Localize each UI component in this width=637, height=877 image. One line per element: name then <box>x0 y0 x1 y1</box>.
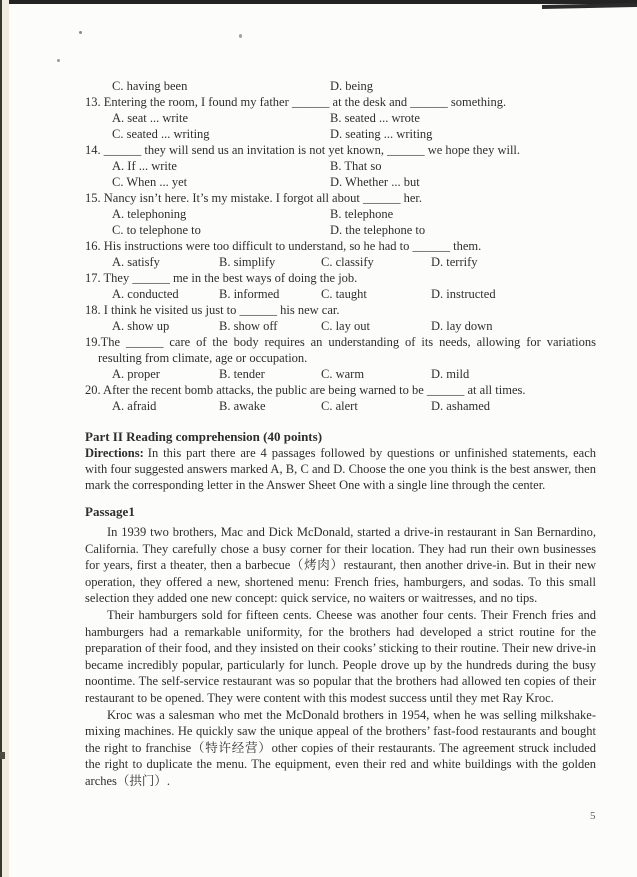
scan-edge-left-paper <box>2 0 9 877</box>
question-18 <box>85 302 596 334</box>
option-c: C. classify <box>321 255 374 269</box>
option-d: D. mild <box>431 367 470 381</box>
option-a: A. conducted <box>112 287 179 301</box>
option-a: A. telephoning <box>112 207 187 221</box>
question-options <box>85 110 596 142</box>
option-d: D. being <box>330 79 374 93</box>
option-a: A. afraid <box>112 399 157 413</box>
option-c: C. to telephone to <box>112 223 201 237</box>
directions <box>85 445 596 493</box>
option-b: B. awake <box>219 399 266 413</box>
option-d: D. terrify <box>431 255 478 269</box>
question-17 <box>85 270 596 302</box>
question-stem: 15. Nancy isn’t here. It’s my mistake. I forgot all about ______ her. <box>85 191 422 205</box>
option-c: C. having been <box>112 79 188 93</box>
scan-speck <box>57 59 60 62</box>
option-d: D. ashamed <box>431 399 491 413</box>
option-d: D. seating ... writing <box>330 127 433 141</box>
option-c: C. alert <box>321 399 358 413</box>
option-b: B. seated ... wrote <box>330 111 420 125</box>
question-19 <box>85 334 596 382</box>
question-stem: 14. ______ they will send us an invitation is not yet known, ______ we hope they will. <box>85 143 521 157</box>
option-b: B. simplify <box>219 255 276 269</box>
question-stem: 16. His instructions were too difficult to understand, so he had to ______ them. <box>85 239 482 253</box>
question-options <box>85 254 596 270</box>
question-14 <box>85 142 596 190</box>
page-number: 5 <box>590 810 596 822</box>
question-stem: 13. Entering the room, I found my father ______ at the desk and ______ something. <box>85 95 507 109</box>
question-options <box>85 206 596 238</box>
option-d: D. Whether ... but <box>330 175 420 189</box>
question-13 <box>85 94 596 142</box>
option-d: D. lay down <box>431 319 493 333</box>
question-stem: 18. I think he visited us just to ______ his new car. <box>85 303 340 317</box>
scan-edge-top-right <box>542 3 637 9</box>
option-c: C. warm <box>321 367 365 381</box>
option-a: A. proper <box>112 367 160 381</box>
passage-body <box>85 524 596 790</box>
part2-heading: Part II Reading comprehension (40 points) <box>85 429 323 444</box>
scan-speck <box>79 31 82 34</box>
question-options <box>85 286 596 302</box>
question-options <box>85 318 596 334</box>
scan-speck <box>239 34 242 38</box>
option-c: C. taught <box>321 287 367 301</box>
question-16 <box>85 238 596 270</box>
option-b: B. informed <box>219 287 280 301</box>
option-b: B. tender <box>219 367 265 381</box>
question-15 <box>85 190 596 238</box>
option-a: A. show up <box>112 319 170 333</box>
option-a: A. If ... write <box>112 159 177 173</box>
option-b: B. telephone <box>330 207 394 221</box>
page-content <box>85 78 596 790</box>
option-c: C. seated ... writing <box>112 127 210 141</box>
passage-paragraph: In 1939 two brothers, Mac and Dick McDonald, started a drive-in restaurant in San Bernardino, California. They carefully chose a busy corner for their location. They had run their own businesses for years, first a theater, then a barbecue（烤肉）restaurant, then another drive-in. But in their new operation, they offered a new, shortened menu: French fries, hamburgers, and sodas. To this small selection they added one new concept: quick service, no waiters or waitresses, and no tips. <box>85 525 596 606</box>
passage-paragraph: Their hamburgers sold for fifteen cents. Cheese was another four cents. Their French fries and hamburgers had a remarkable uniformity, for the brothers had developed a strict routine for the preparation of their food, and they insisted on their cooks’ sticking to their routine. Their new drive-in became incredibly popular, particularly for lunch. People drove up by the hundreds during the busy noontime. The self-service restaurant was so popular that the brothers had allowed ten copies of their restaurant to be opened. They were content with this modest success until they met Ray Kroc. <box>85 607 596 705</box>
question-stem: 17. They ______ me in the best ways of doing the job. <box>85 271 358 285</box>
option-d: D. the telephone to <box>330 223 426 237</box>
question-options <box>85 158 596 190</box>
option-a: A. satisfy <box>112 255 160 269</box>
option-c: C. lay out <box>321 319 370 333</box>
scan-edge-top <box>0 0 637 4</box>
passage-title: Passage1 <box>85 504 135 519</box>
question-20 <box>85 382 596 414</box>
question-stem: 19.The ______ care of the body requires an understanding of its needs, allowing for variations resulting from climate, age or occupation. <box>85 335 596 365</box>
passage-paragraph: Kroc was a salesman who met the McDonald brothers in 1954, when he was selling milkshake-mixing machines. He quickly saw the unique appeal of the brothers’ fast-food restaurants and bought the right to franchise（特许经营）other copies of their restaurants. The agreement struck included the right to duplicate the menu. The equipment, even their red and white buildings with the golden arches（拱门）. <box>85 707 596 788</box>
question-options <box>85 366 596 382</box>
option-c: C. When ... yet <box>112 175 188 189</box>
option-b: B. show off <box>219 319 278 333</box>
option-d: D. instructed <box>431 287 496 301</box>
option-b: B. That so <box>330 159 382 173</box>
scan-speck <box>0 752 5 759</box>
directions-text: In this part there are 4 passages followed by questions or unfinished statements, each with four suggested answers marked A, B, C and D. Choose the one you think is the best answer, then mark the corresponding letter in the Answer Sheet One with a single line through the center. <box>85 446 596 492</box>
directions-label: Directions: <box>85 446 144 460</box>
option-a: A. seat ... write <box>112 111 189 125</box>
question-options <box>85 398 596 414</box>
question-12-leftover-options <box>85 78 596 94</box>
question-stem: 20. After the recent bomb attacks, the public are being warned to be ______ at all times. <box>85 383 526 397</box>
